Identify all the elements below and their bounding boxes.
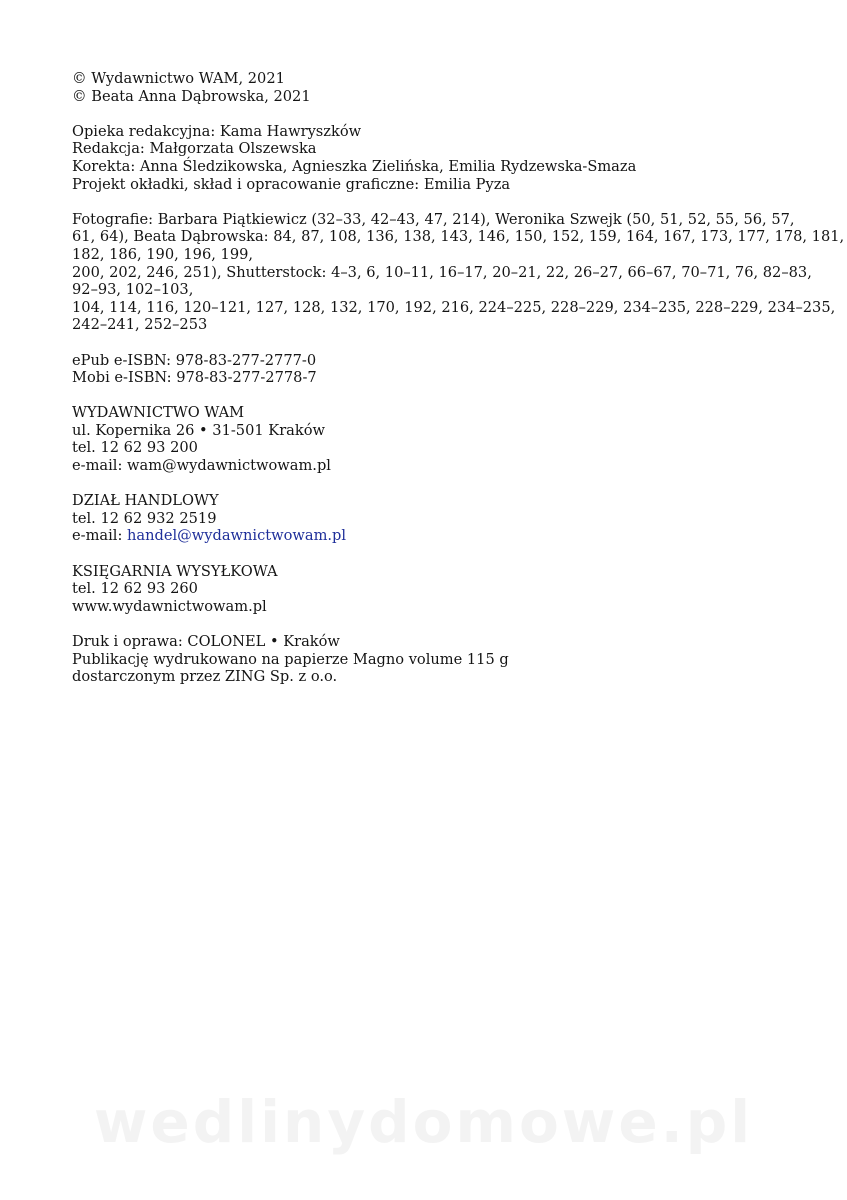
photos-line: 242–241, 252–253 [72, 316, 208, 334]
sales-email-line [72, 527, 792, 545]
publisher-email: e-mail: wam@wydawnictwowam.pl [72, 457, 331, 475]
publisher-address: ul. Kopernika 26 • 31-501 Kraków [72, 421, 325, 439]
sales-email-link[interactable]: handel@wydawnictwowam.pl [127, 527, 347, 545]
credits-block [72, 123, 792, 193]
sales-name: DZIAŁ HANDLOWY [72, 492, 219, 510]
bookstore-name: KSIĘGARNIA WYSYŁKOWA [72, 562, 278, 580]
sales-phone: tel. 12 62 932 2519 [72, 509, 217, 527]
photos-line: 200, 202, 246, 251), Shutterstock: 4–3, 6, 10–11, 16–17, 20–21, 22, 26–27, 66–67, 70–71, 76, 82–83, [72, 263, 812, 281]
epub-isbn: ePub e-ISBN: 978-83-277-2777-0 [72, 351, 317, 369]
design-credit: Projekt okładki, skład i opracowanie graficzne: Emilia Pyza [72, 175, 511, 193]
sales-block [72, 492, 792, 545]
bookstore-block [72, 563, 792, 616]
publisher-phone: tel. 12 62 93 200 [72, 439, 198, 457]
copyright-block [72, 70, 792, 105]
isbn-block [72, 352, 792, 387]
bookstore-phone: tel. 12 62 93 260 [72, 580, 198, 598]
paper-supplier: dostarczonym przez ZING Sp. z o.o. [72, 668, 338, 686]
mobi-isbn: Mobi e-ISBN: 978-83-277-2778-7 [72, 369, 317, 387]
editorial-care: Opieka redakcyjna: Kama Hawryszków [72, 122, 362, 140]
photos-line: 61, 64), Beata Dąbrowska: 84, 87, 108, 136, 138, 143, 146, 150, 152, 159, 164, 167, 173, 177, 178, 181, [72, 228, 845, 246]
publisher-block [72, 404, 792, 474]
imprint-page [72, 70, 845, 703]
print-house: Druk i oprawa: COLONEL • Kraków [72, 633, 340, 650]
publisher-name: WYDAWNICTWO WAM [72, 404, 245, 422]
proofreading: Korekta: Anna Śledzikowska, Agnieszka Zielińska, Emilia Rydzewska-Smaza [72, 157, 637, 175]
photos-line: Fotografie: Barbara Piątkiewicz (32–33, 42–43, 47, 214), Weronika Szwejk (50, 51, 52, 55, 56, 57, [72, 210, 795, 228]
photos-block [72, 210, 845, 334]
photos-line: 104, 114, 116, 120–121, 127, 128, 132, 170, 192, 216, 224–225, 228–229, 234–235, 228–229, 234–235, [72, 298, 836, 316]
sales-email-label: e-mail: [72, 527, 127, 545]
photos-line: 182, 186, 190, 196, 199, [72, 245, 254, 263]
photos-line: 92–93, 102–103, [72, 281, 194, 299]
copyright-publisher: © Wydawnictwo WAM, 2021 [72, 70, 285, 87]
editing: Redakcja: Małgorzata Olszewska [72, 140, 317, 158]
bookstore-website: www.wydawnictwowam.pl [72, 597, 267, 615]
watermark: wedlinydomowe.pl [93, 1088, 754, 1156]
print-block [72, 633, 792, 686]
copyright-author: © Beata Anna Dąbrowska, 2021 [72, 87, 311, 105]
paper-info: Publikację wydrukowano na papierze Magno volume 115 g [72, 650, 509, 668]
